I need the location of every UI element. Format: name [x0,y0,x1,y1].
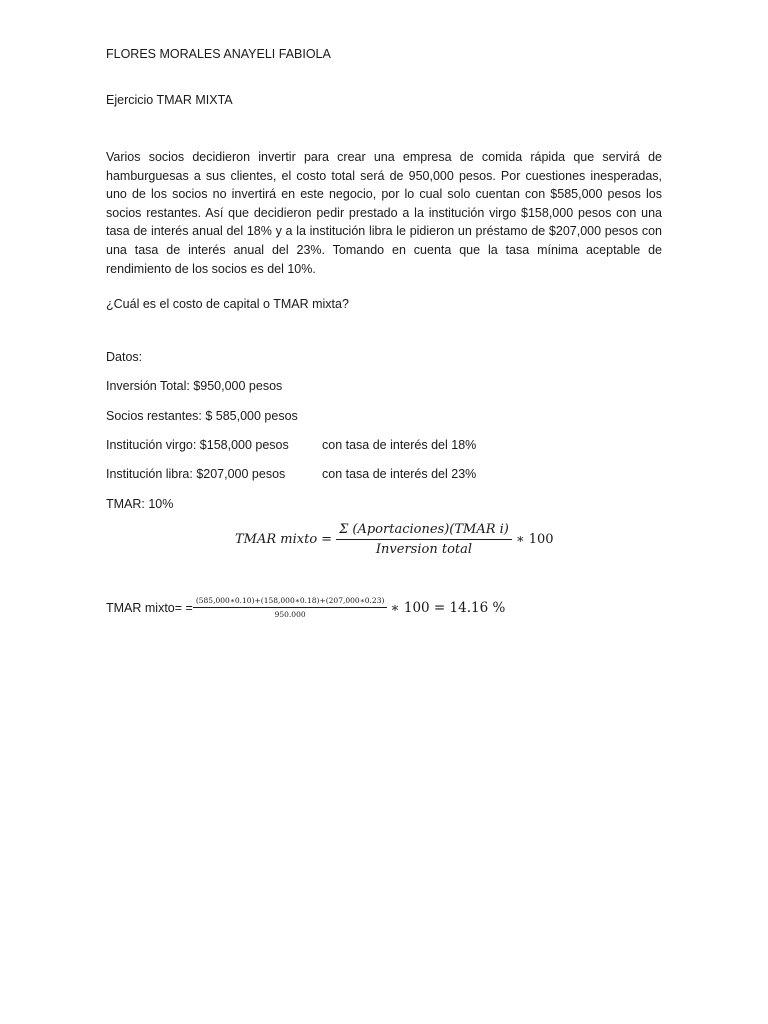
dato-institucion-virgo [106,438,477,452]
formula1-lhs: TMAR mixto [235,532,318,547]
dato-socios-restantes: Socios restantes: $ 585,000 pesos [106,409,298,423]
formula1-factor: 100 [528,532,554,547]
formula1-denominator: Inversion total [375,542,473,557]
formula1-fraction [336,522,512,557]
formula-calculation [106,596,505,619]
author-name: FLORES MORALES ANAYELI FABIOLA [106,47,331,61]
dato-institucion-libra [106,467,477,481]
formula1-numerator: Σ (Aportaciones)(TMAR i) [336,522,512,540]
formula2-lhs: TMAR mixto= = [106,600,193,615]
virgo-rate: con tasa de interés del 18% [322,438,477,452]
dato-inversion-total: Inversión Total: $950,000 pesos [106,379,283,393]
virgo-amount: Institución virgo: $158,000 pesos [106,438,289,452]
libra-amount: Institución libra: $207,000 pesos [106,467,286,481]
formula2-denominator: 950.000 [274,610,306,619]
formula2-fraction [193,596,388,619]
formula1-equals: = [321,532,333,547]
dato-tmar: TMAR: 10% [106,497,174,511]
exercise-title: Ejercicio TMAR MIXTA [106,93,233,107]
formula2-result: ∗ 100 = 14.16 % [390,599,506,616]
formula2-numerator: (585,000∗0.10)+(158,000∗0.18)+(207,000∗0.23) [193,596,388,608]
libra-rate: con tasa de interés del 23% [322,467,477,481]
datos-label: Datos: [106,350,143,364]
formula-tmar-mixto [235,522,554,557]
formula1-times: ∗ [515,532,525,547]
question: ¿Cuál es el costo de capital o TMAR mixta? [106,297,349,311]
problem-paragraph: Varios socios decidieron invertir para crear una empresa de comida rápida que servirá de hamburguesas a sus clientes, el costo total será de 950,000 pesos. Por cuestiones inesperadas, uno de los socios no invertirá en este negocio, por lo cual solo cuentan con $585,000 pesos los socios restantes. Así que decidieron pedir prestado a la institución virgo $158,000 pesos con una tasa de interés anual del 18% y a la institución libra le pidieron un préstamo de $207,000 pesos con una tasa de interés anual del 23%. Tomando en cuenta que la tasa mínima aceptable de rendimiento de los socios es del 10%. [106,150,662,276]
